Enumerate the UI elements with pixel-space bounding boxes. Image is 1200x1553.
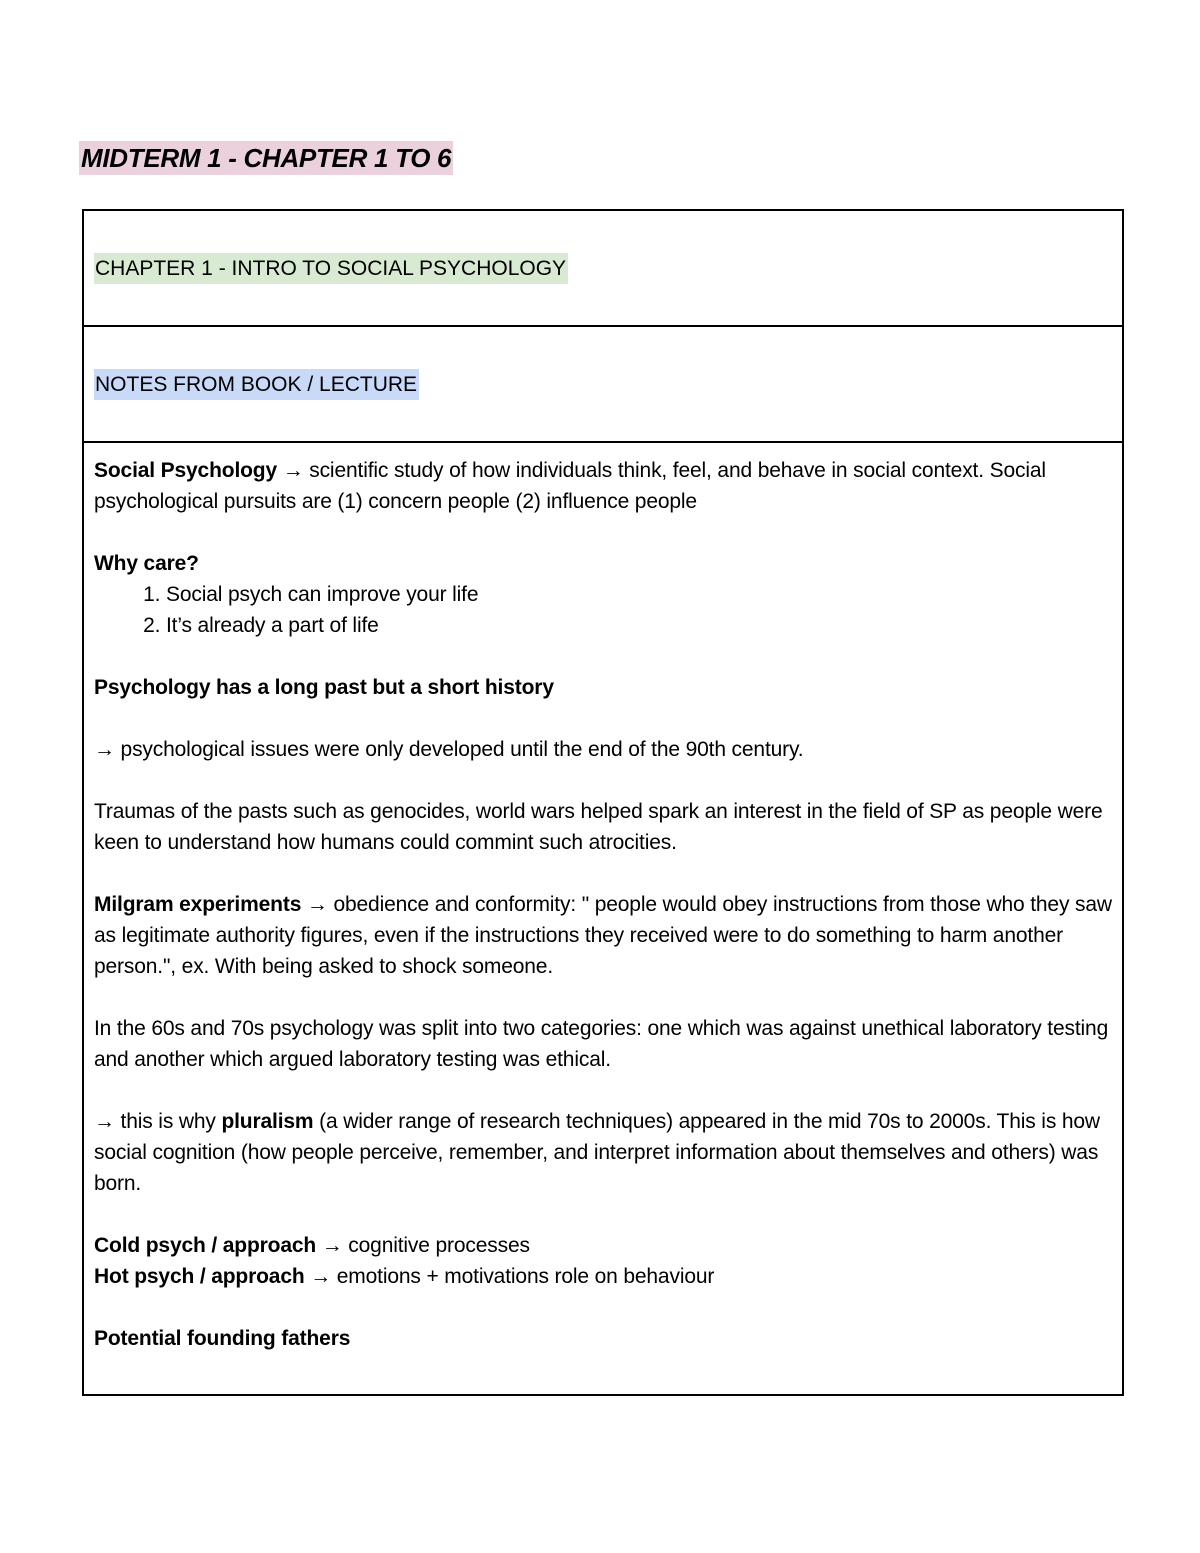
chapter-heading: CHAPTER 1 - INTRO TO SOCIAL PSYCHOLOGY [94,253,568,284]
notes-table [82,209,1124,1396]
history-paragraph-1: → psychological issues were only developed until the end of the 90th century. [94,738,804,761]
milgram-definition: → obedience and conformity: " people would obey instructions from those who they saw as legitimate authority figures, even if the instructions they received were to do something to harm another person.", ex. With being asked to shock someone. [94,893,1112,978]
social-psych-paragraph [94,455,1112,517]
milgram-term: Milgram experiments [94,893,302,916]
chapter-heading-cell [84,211,1122,327]
why-care-list [94,579,1112,641]
pluralism-paragraph: → this is why pluralism (a wider range of research techniques) appeared in the mid 70s to 2000s. This is how social cognition (how people perceive, remember, and interpret information about themselves and others) was born. [94,1110,1100,1195]
list-item: 2. It’s already a part of life [166,610,1112,641]
hot-psych-term: Hot psych / approach [94,1265,305,1288]
notes-heading-cell [84,327,1122,443]
social-psych-definition: → scientific study of how individuals think, feel, and behave in social context. Social psychological pursuits are (1) concern people (2) influence people [94,459,1046,513]
why-care-heading: Why care? [94,552,199,575]
list-item: 1. Social psych can improve your life [166,579,1112,610]
cold-psych-line: Cold psych / approach → cognitive processes [94,1234,530,1257]
split-paragraph: In the 60s and 70s psychology was split into two categories: one which was against unethical laboratory testing and another which argued laboratory testing was ethical. [94,1017,1109,1071]
social-psych-term: Social Psychology [94,459,278,482]
cold-psych-term: Cold psych / approach [94,1234,317,1257]
pluralism-term: pluralism [221,1110,314,1133]
history-paragraph-2: Traumas of the pasts such as genocides, world wars helped spark an interest in the field of SP as people were keen to understand how humans could commint such atrocities. [94,800,1103,854]
notes-body-cell [84,443,1122,1394]
history-heading: Psychology has a long past but a short history [94,676,554,699]
founders-heading: Potential founding fathers [94,1327,351,1350]
hot-psych-line: Hot psych / approach → emotions + motivations role on behaviour [94,1265,715,1288]
page-title: MIDTERM 1 - CHAPTER 1 TO 6 [81,143,452,173]
notes-heading: NOTES FROM BOOK / LECTURE [94,369,419,400]
milgram-paragraph [94,889,1112,982]
